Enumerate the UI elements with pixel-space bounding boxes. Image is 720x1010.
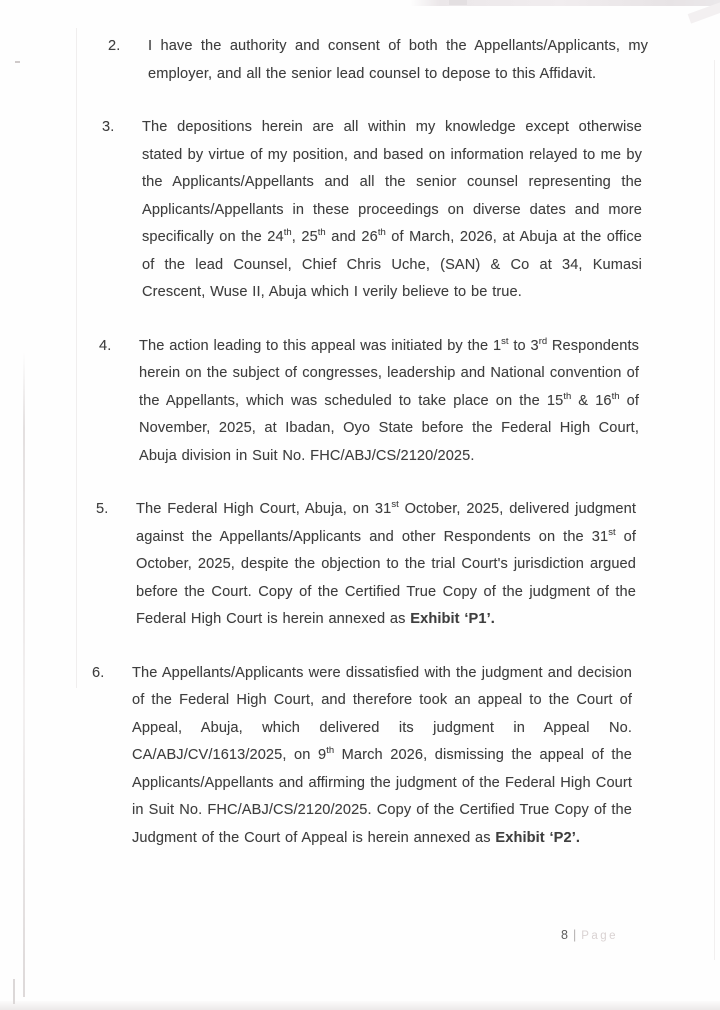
paragraph-text	[136, 496, 636, 634]
ordinal-suffix: st	[501, 335, 509, 347]
affidavit-paragraph-list	[92, 33, 648, 878]
affidavit-paragraph	[92, 660, 632, 853]
text-run: , 25	[291, 229, 318, 245]
affidavit-paragraph	[99, 333, 639, 471]
ordinal-suffix: th	[611, 390, 620, 402]
scan-artifact-top-notch	[449, 0, 467, 5]
text-run: March 2026, dismissing the appeal of the Applicants/Appellants and affirming the judgment of the Federal High Court in Suit No. FHC/ABJ/CS/2120/2025. Copy of the Certified True Copy of the Judgment of the Court of Appeal is herein annexed as	[132, 747, 632, 846]
paragraph-number: 6.	[92, 664, 105, 681]
page-footer	[561, 928, 618, 942]
scan-artifact-left-crease	[76, 28, 77, 688]
text-run: and 26	[325, 229, 378, 245]
text-run: The Appellants/Applicants were dissatisfied with the judgment and decision of the Federal High Court, and therefore took an appeal to the Court of Appeal, Abuja, which delivered its judgment in Appeal No. CA/ABJ/CV/1613/2025, on 9	[132, 664, 632, 763]
text-run: The action leading to this appeal was initiated by the 1	[139, 337, 502, 354]
ordinal-suffix: st	[608, 526, 616, 538]
affidavit-paragraph	[102, 114, 642, 307]
affidavit-paragraph	[96, 496, 636, 634]
ordinal-suffix: th	[563, 390, 572, 402]
text-run: The depositions herein are all within my knowledge except otherwise stated by virtue of my position, and based on information relayed to me by the Applicants/Appellants and all the senior counsel representing the Applicants/Appellants in these proceedings on diverse dates and more specifically on the 24	[142, 119, 642, 245]
ordinal-suffix: th	[377, 227, 386, 239]
text-run: & 16	[571, 392, 612, 409]
scan-artifact-top-edge	[0, 0, 720, 6]
page-number: 8	[561, 928, 568, 942]
text-run: October, 2025, delivered judgment against the Appellants/Applicants and other Respondents on the 31	[136, 501, 636, 545]
footer-page-label: Page	[581, 930, 619, 942]
text-run: I have the authority and consent of both the Appellants/Applicants, my employer, and all the senior lead counsel to depose to this Affidavit.	[148, 38, 648, 82]
paragraph-text	[148, 33, 648, 88]
exhibit-reference: Exhibit ‘P1’.	[410, 611, 495, 627]
ordinal-suffix: th	[326, 745, 335, 757]
paragraph-number: 5.	[96, 501, 109, 517]
text-run: to 3	[508, 337, 539, 354]
text-run: of October, 2025, despite the objection to the trial Court's jurisdiction argued before the Court. Copy of the Certified True Copy of the judgment of the Federal High Court is herein annexed as	[136, 528, 636, 627]
text-run: The Federal High Court, Abuja, on 31	[136, 501, 392, 517]
scan-artifact-left-paper-edge	[23, 352, 25, 997]
affidavit-paragraph	[108, 33, 648, 88]
paragraph-text	[142, 114, 642, 307]
scan-artifact-left-mark	[15, 61, 20, 63]
paragraph-number: 3.	[102, 119, 115, 135]
paragraph-number: 2.	[108, 38, 121, 54]
ordinal-suffix: rd	[538, 335, 548, 347]
paragraph-number: 4.	[99, 337, 112, 354]
paragraph-text	[132, 660, 632, 853]
ordinal-suffix: th	[317, 227, 326, 239]
scan-artifact-right-paper-edge	[714, 60, 715, 960]
scan-artifact-bottom-edge	[0, 1001, 720, 1010]
scan-artifact-left-short-line	[13, 979, 15, 1004]
ordinal-suffix: th	[283, 227, 292, 239]
footer-separator: |	[572, 928, 577, 942]
text-run: Respondents herein on the subject of congresses, leadership and National convention of the Appellants, which was scheduled to take place on the 15	[139, 337, 640, 409]
text-run: of March, 2026, at Abuja at the office of the lead Counsel, Chief Chris Uche, (SAN) & Co at 34, Kumasi Crescent, Wuse II, Abuja which I verily believe to be true.	[142, 229, 643, 300]
paragraph-text	[139, 333, 639, 471]
ordinal-suffix: st	[391, 499, 399, 511]
exhibit-reference: Exhibit ‘P2’.	[495, 829, 581, 846]
text-run: of November, 2025, at Ibadan, Oyo State before the Federal High Court, Abuja division in Suit No. FHC/ABJ/CS/2120/2025.	[139, 392, 639, 464]
